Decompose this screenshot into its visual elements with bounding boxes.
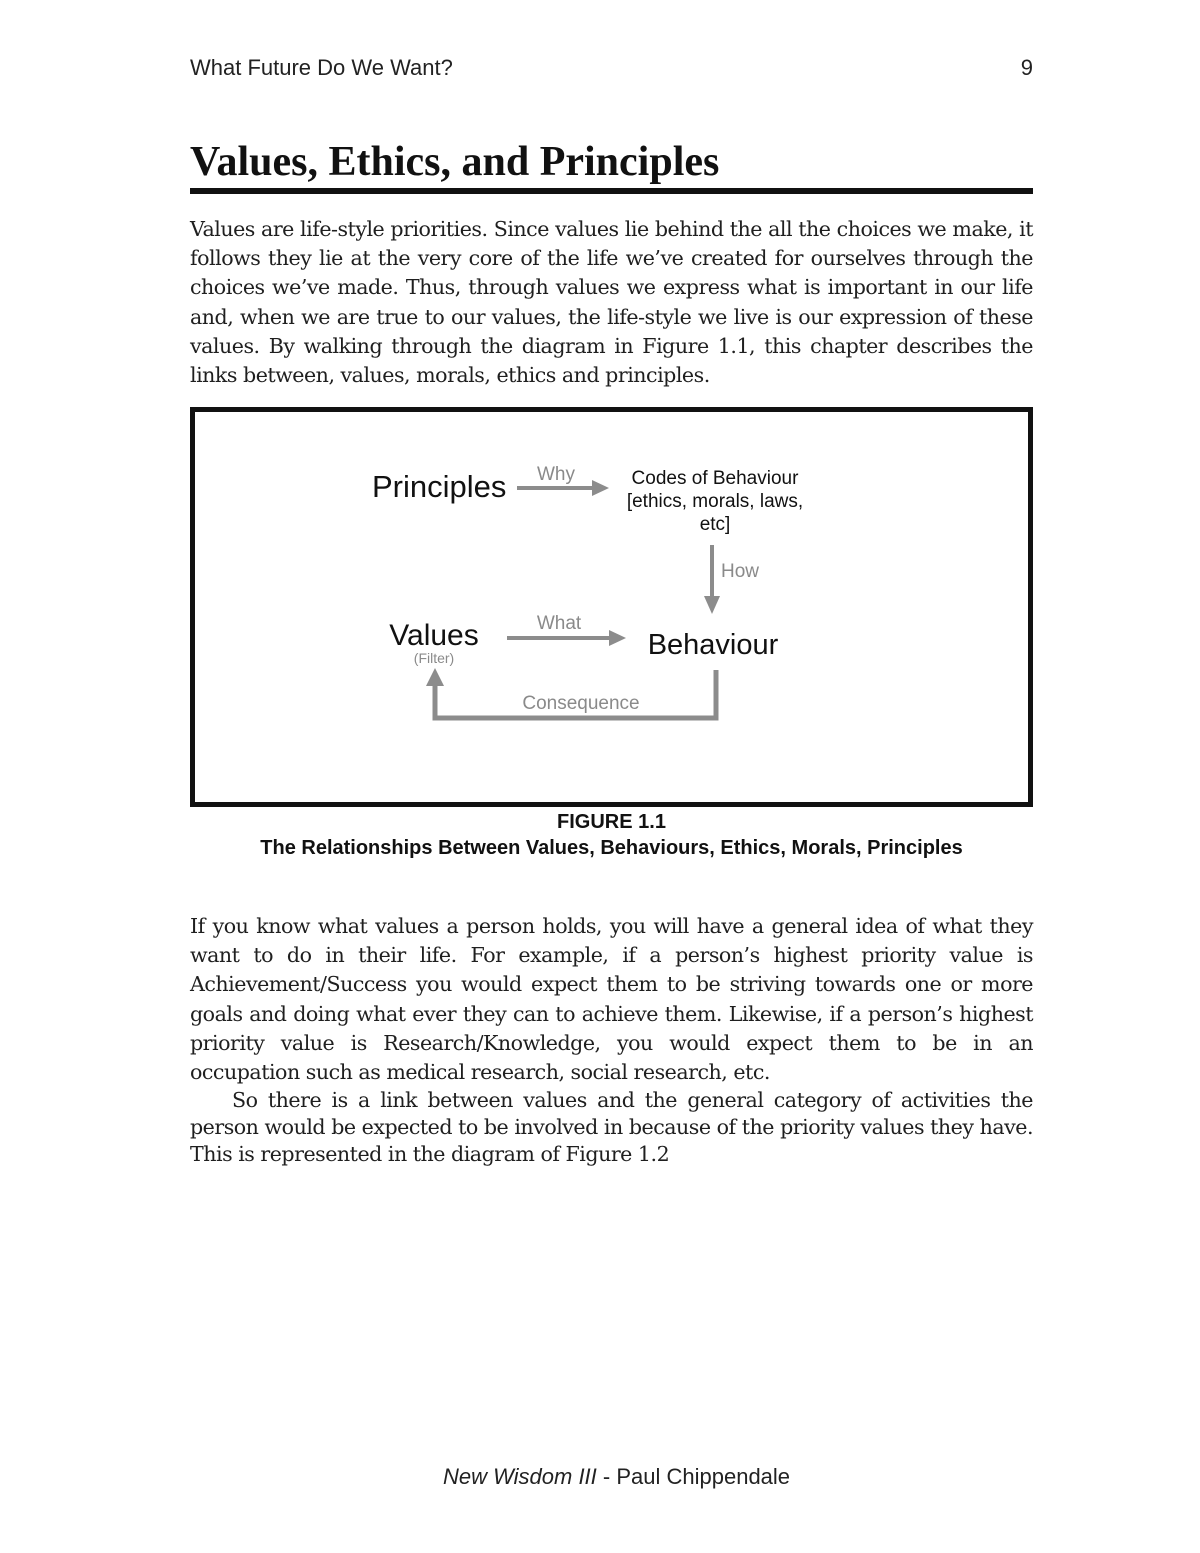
second-paragraph: If you know what values a person holds, you will have a general idea of what they want to do in their life. For example, if a person’s highest priority value is Achievement/Success you would expect them to be striving towards one or more goals and doing what ever they can to achieve them. Likewise, if a person’s highest priority value is Research/Knowledge, you would expect them to be in an occupation such as medical research, social research, etc. [190,914,1033,1085]
title-underline-rule [190,188,1033,194]
footer-book-title: New Wisdom III [442,1464,597,1489]
values-node: Values [389,619,479,652]
principles-node: Principles [372,469,507,504]
section-title: Values, Ethics, and Principles [190,139,720,185]
how-label: How [721,561,760,582]
third-paragraph: So there is a link between values and the general category of activities the person would be expected to be involved in because of the priority values they have. This is represented in the diagram of Figure 1.2 [190,1088,1033,1166]
footer-author: Paul Chippendale [616,1464,791,1489]
codes-of-behaviour-detail-end: etc] [699,514,731,535]
codes-of-behaviour-node: Codes of Behaviour [631,468,799,489]
consequence-label: Consequence [522,693,640,714]
what-label: What [536,613,582,634]
figure-caption-label: FIGURE 1.1 [557,811,666,833]
codes-of-behaviour-detail: [ethics, morals, laws, [626,491,804,512]
behaviour-node: Behaviour [647,629,779,661]
figure-1-1-diagram [190,407,1033,807]
page-footer [0,1464,1200,1490]
how-arrow [704,545,720,614]
page-header [190,55,1033,85]
figure-caption-text: The Relationships Between Values, Behaviours, Ethics, Morals, Principles [260,837,963,859]
why-label: Why [537,464,575,485]
intro-paragraph: Values are life-style priorities. Since values lie behind the all the choices we make, it follows they lie at the very core of the life we’ve created for ourselves through the choices we’ve made. Thus, through values we express what is important in our life and, when we are true to our values, the life-style we live is our expression of these values. By walking through the diagram in Figure 1.1, this chapter describes the links between, values, morals, ethics and principles. [190,217,1033,388]
footer-separator: - [596,1464,617,1489]
page-number: 9 [1020,55,1033,80]
diagram-canvas [195,412,1028,802]
filter-label: (Filter) [413,650,455,666]
running-title: What Future Do We Want? [190,55,453,80]
